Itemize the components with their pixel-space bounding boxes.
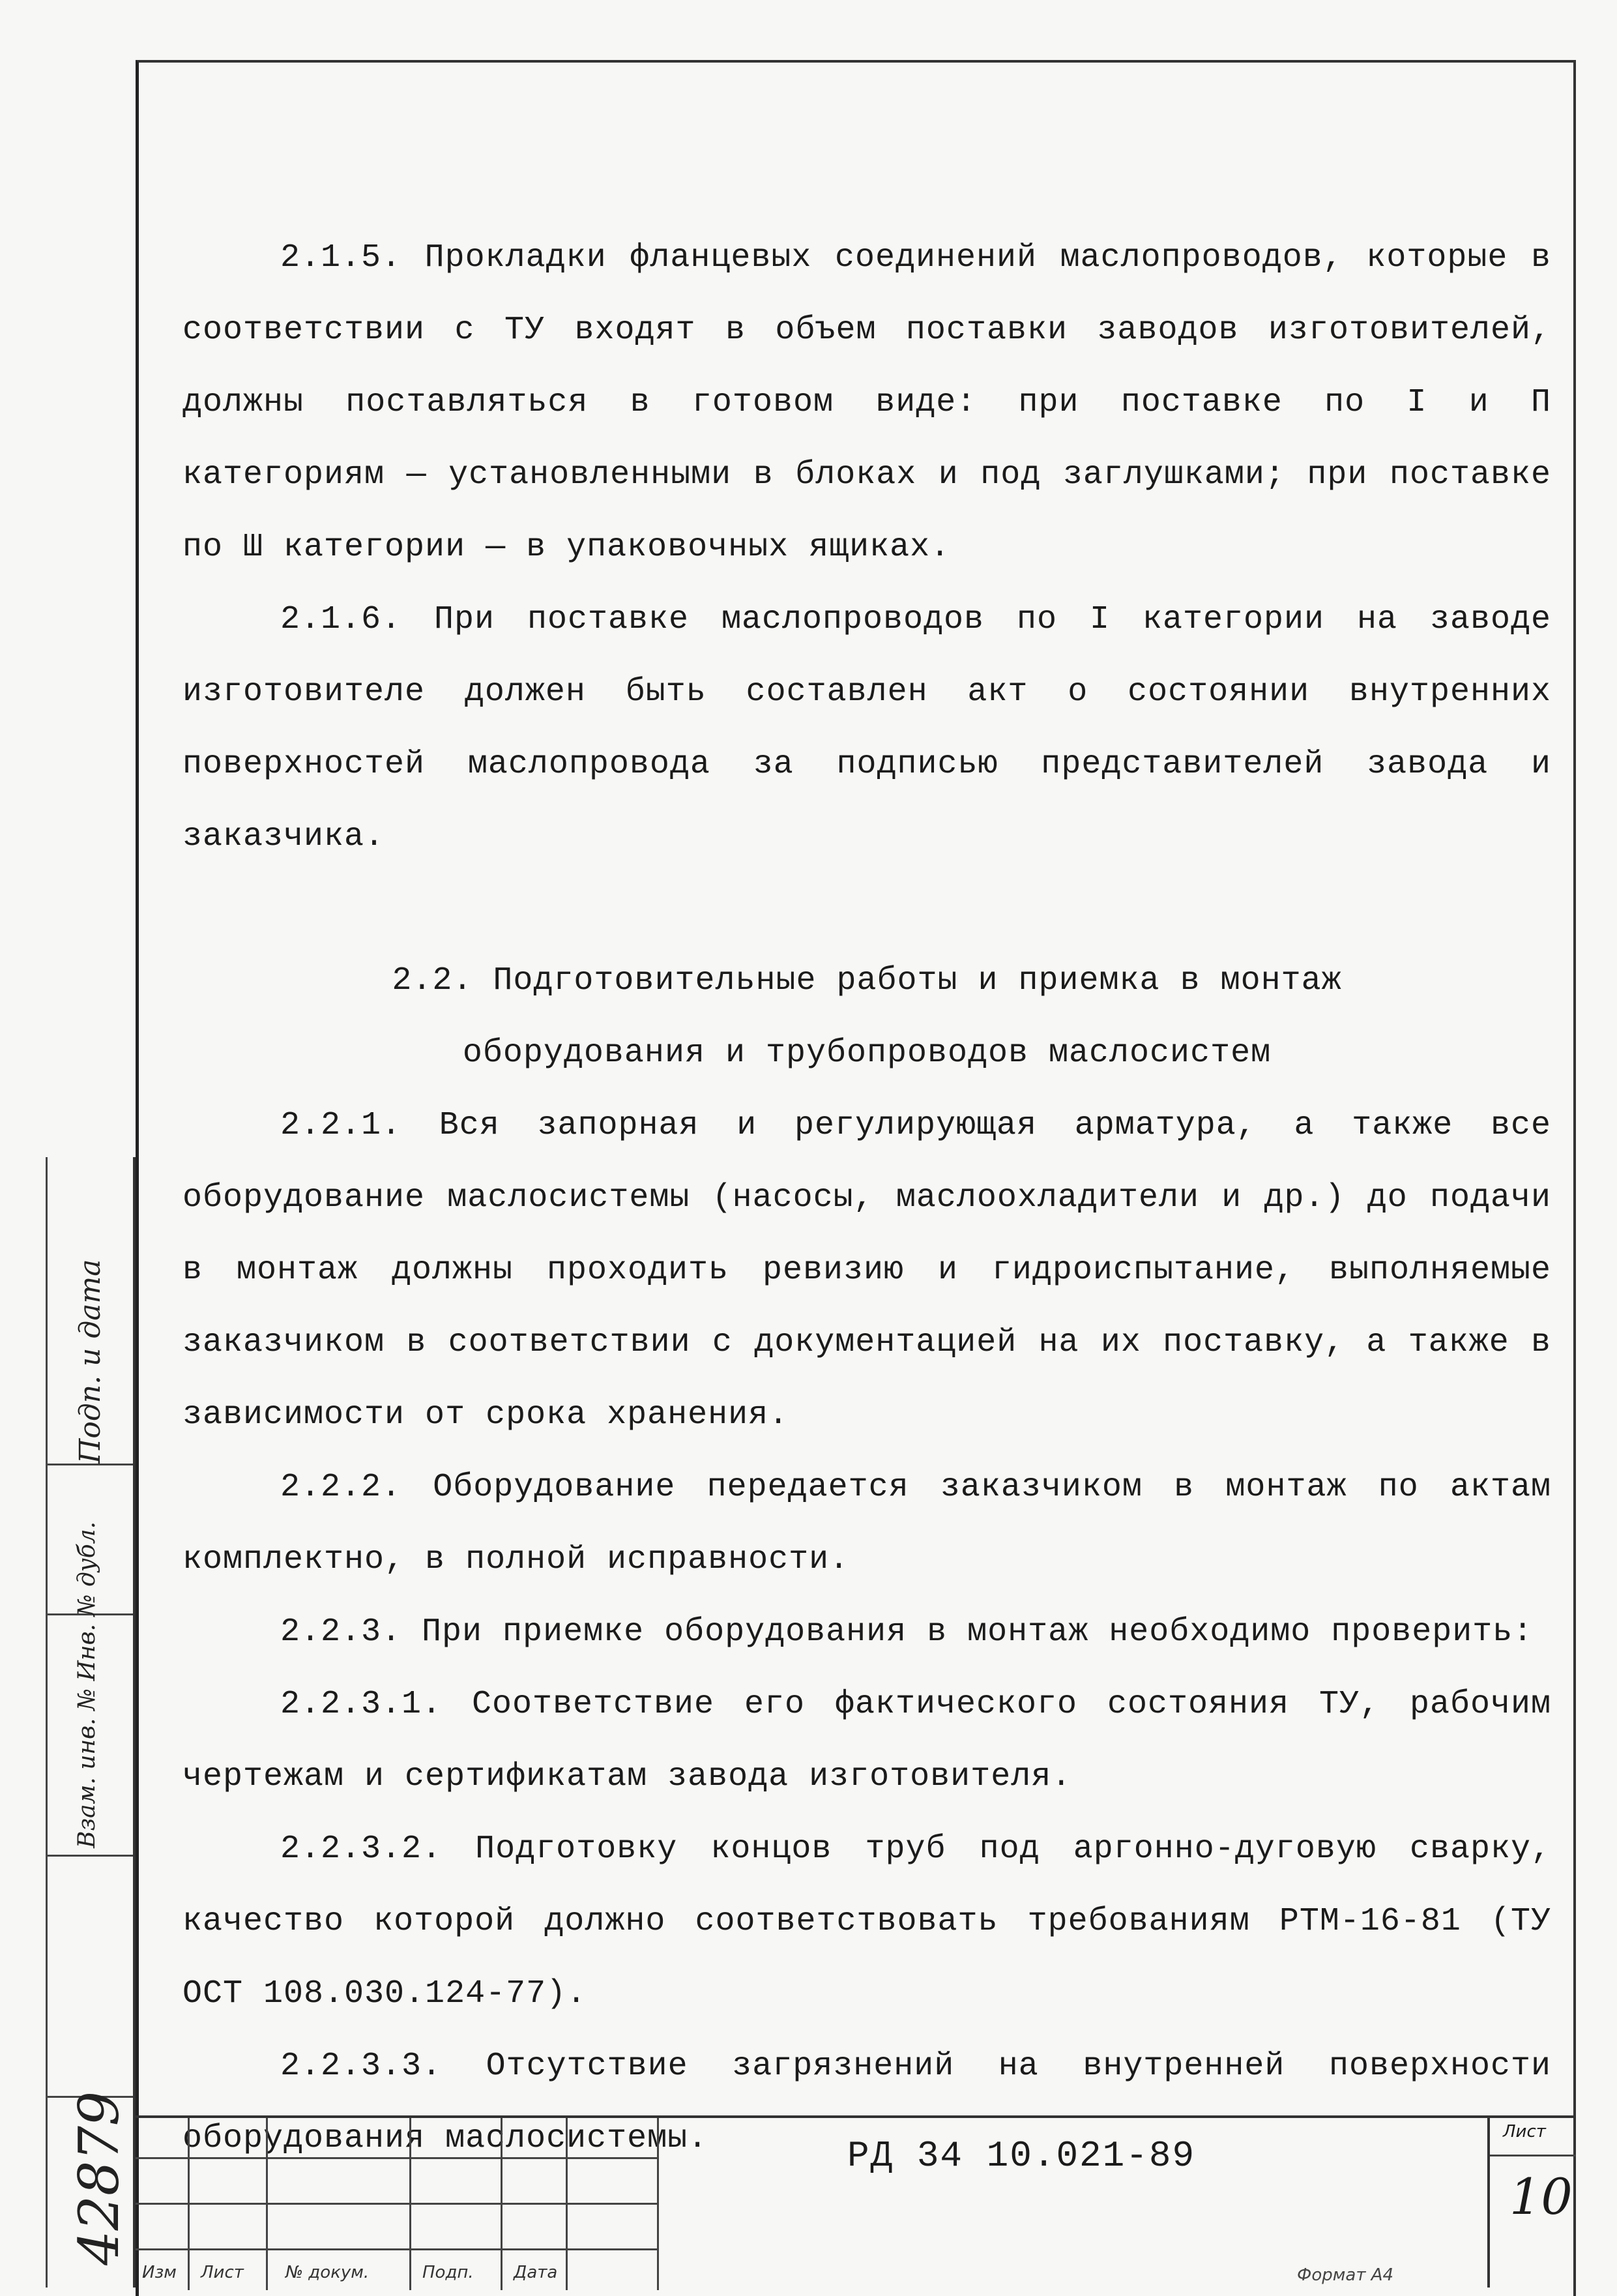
sheet-number-box xyxy=(1487,2115,1576,2288)
section-heading-line-2: оборудования и трубопроводов маслосистем xyxy=(462,1035,1272,1072)
title-block-grid xyxy=(136,2118,657,2290)
left-margin-strip xyxy=(46,1157,136,2288)
format-label: Формат А4 xyxy=(1297,2265,1394,2285)
paragraph-2-2-2: 2.2.2. Оборудование передается заказчиком в монтаж по актам комплектно, в полной исправности. xyxy=(182,1469,1551,1578)
paragraph-2-1-5: 2.1.5. Прокладки фланцевых соединений маслопроводов, которые в соответствии с ТУ входят в объем поставки заводов изготовителей, должны поставляться в готовом виде: при поставке по I и П категориям — установленными в блоках и под заглушками; при поставке по Ш категории — в упаковочных ящиках. xyxy=(182,239,1551,566)
margin-sign-date-label: Подп. и дата xyxy=(74,1259,107,1464)
sheet-number: 10 xyxy=(1509,2168,1573,2226)
margin-inventory-label: Взам. инв. № Инв. № дубл. xyxy=(74,1521,100,1848)
caption-izm: Изм xyxy=(142,2263,177,2282)
section-heading-2-2 xyxy=(182,945,1551,1089)
document-body xyxy=(182,222,1551,2175)
caption-signature: Подп. xyxy=(422,2263,474,2282)
paragraph-2-1-6: 2.1.6. При поставке маслопроводов по I категории на заводе изготовителе должен быть составлен акт о состоянии внутренних поверхностей маслопровода за подписью представителей завода и заказчика. xyxy=(182,601,1551,855)
sheet-label: Лист xyxy=(1503,2122,1546,2141)
section-heading-line-1: 2.2. Подготовительные работы и приемка в монтаж xyxy=(392,962,1342,999)
paragraph-2-2-3-3: 2.2.3.3. Отсутствие загрязнений на внутренней поверхности оборудования маслосистемы. xyxy=(182,2048,1551,2157)
paragraph-2-2-1: 2.2.1. Вся запорная и регулирующая арматура, а также все оборудование маслосистемы (насосы, маслоохладители и др.) до подачи в монтаж должны проходить ревизию и гидроиспытание, выполняемые заказчиком в соответствии с документацией на их поставку, а также в зависимости от срока хранения. xyxy=(182,1107,1551,1434)
margin-divider xyxy=(48,1855,133,1857)
paragraph-2-2-3-2: 2.2.3.2. Подготовку концов труб под аргонно-дуговую сварку, качество которой должно соответствовать требованиям РТМ-16-81 (ТУ ОСТ 108.030.124-77). xyxy=(182,1831,1551,2012)
paragraph-2-2-3: 2.2.3. При приемке оборудования в монтаж необходимо проверить: xyxy=(280,1613,1534,1651)
document-code: РД 34 10.021-89 xyxy=(847,2135,1196,2177)
paragraph-2-2-3-1: 2.2.3.1. Соответствие его фактического состояния ТУ, рабочим чертежам и сертификатам завода изготовителя. xyxy=(182,1686,1551,1795)
margin-divider xyxy=(48,1464,133,1465)
caption-list: Лист xyxy=(201,2263,244,2282)
caption-date: Дата xyxy=(514,2263,558,2282)
caption-doc-number: № докум. xyxy=(285,2263,370,2282)
inventory-number: 42879 xyxy=(67,2091,131,2265)
